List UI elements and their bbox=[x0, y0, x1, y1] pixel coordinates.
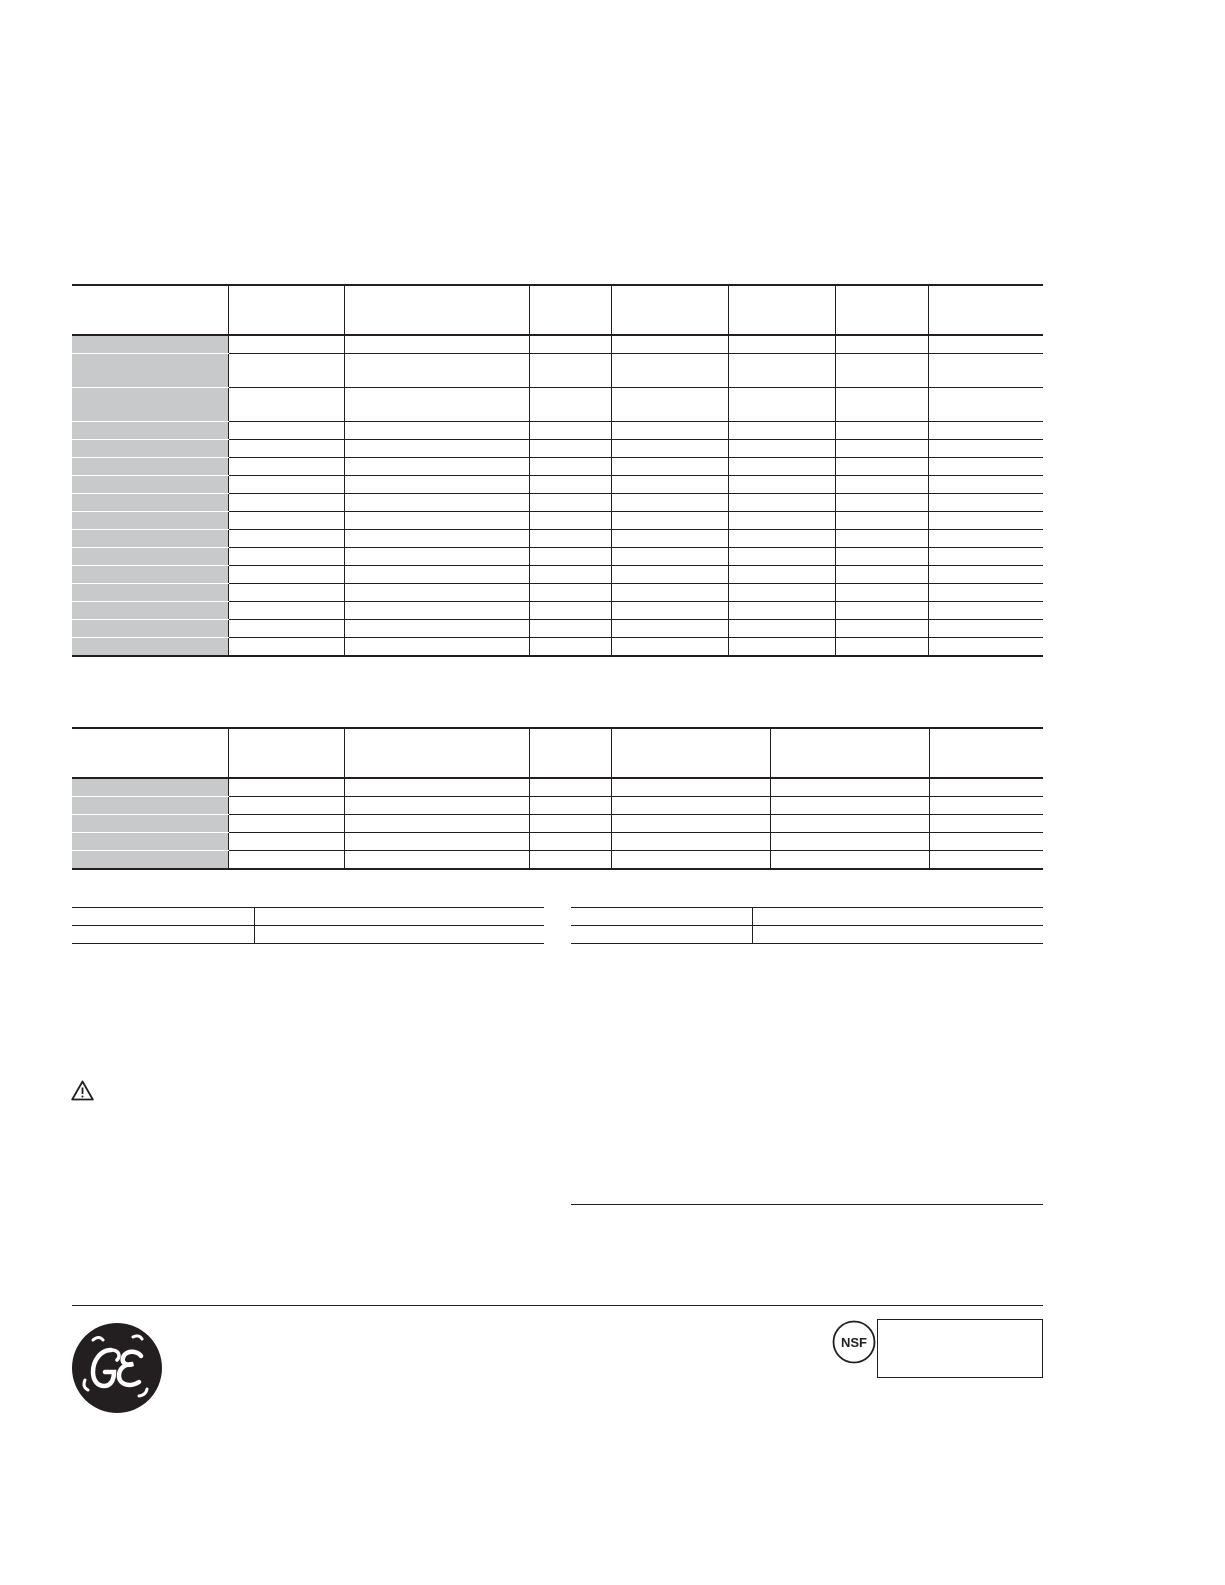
table-row bbox=[72, 354, 1043, 388]
footer-divider bbox=[72, 1305, 1043, 1306]
table-row bbox=[72, 620, 1043, 638]
table-row bbox=[72, 335, 1043, 354]
nsf-logo-text: NSF bbox=[841, 1335, 867, 1350]
table-row bbox=[72, 566, 1043, 584]
table-row bbox=[571, 908, 1043, 926]
table-header-row bbox=[72, 728, 1043, 778]
table-row bbox=[72, 908, 544, 926]
table-header-row bbox=[72, 285, 1043, 335]
table-row bbox=[72, 530, 1043, 548]
table-row bbox=[72, 584, 1043, 602]
specification-table-1 bbox=[72, 284, 1043, 657]
table-row bbox=[571, 926, 1043, 944]
table-row bbox=[72, 815, 1043, 833]
table-row bbox=[72, 476, 1043, 494]
table-row bbox=[72, 778, 1043, 797]
table-row bbox=[72, 797, 1043, 815]
table-row bbox=[72, 602, 1043, 620]
table-row bbox=[72, 422, 1043, 440]
table-row bbox=[72, 458, 1043, 476]
table-row bbox=[72, 512, 1043, 530]
certification-box bbox=[877, 1319, 1043, 1378]
table-row bbox=[72, 638, 1043, 657]
mini-table-right bbox=[571, 907, 1043, 944]
specification-table-2 bbox=[72, 727, 1043, 870]
table-row bbox=[72, 851, 1043, 870]
table-row bbox=[72, 926, 544, 944]
nsf-logo bbox=[832, 1320, 876, 1364]
ge-logo bbox=[71, 1322, 163, 1414]
table-row bbox=[72, 494, 1043, 512]
warning-triangle-icon bbox=[71, 1080, 94, 1101]
table-row bbox=[72, 440, 1043, 458]
mini-table-left bbox=[72, 907, 544, 944]
table-row bbox=[72, 388, 1043, 422]
section-divider bbox=[571, 1204, 1043, 1205]
table-row bbox=[72, 548, 1043, 566]
table-row bbox=[72, 833, 1043, 851]
